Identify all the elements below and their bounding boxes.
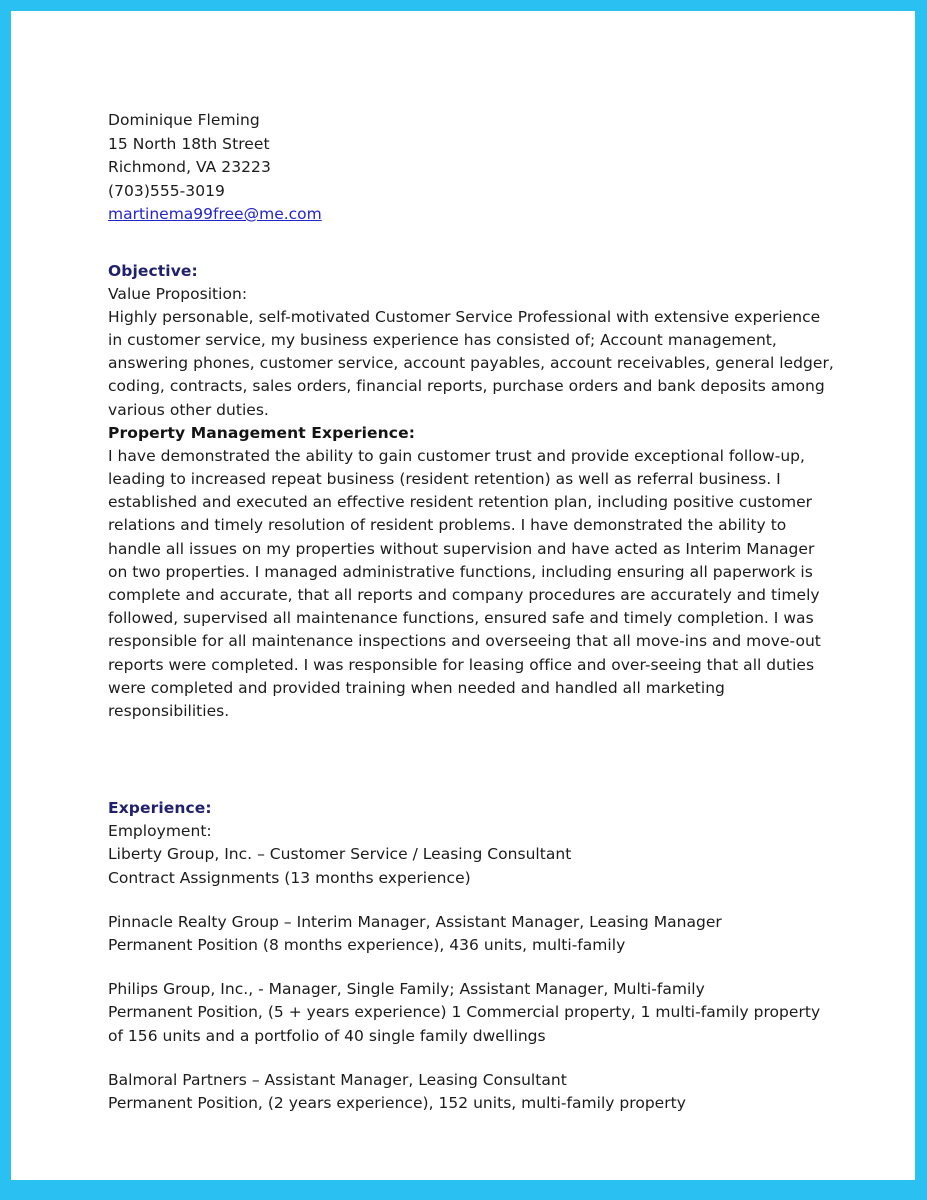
property-management-line: followed, supervised all maintenance functions, ensured safe and timely completion. I was bbox=[108, 609, 814, 628]
contact-header bbox=[108, 109, 820, 227]
property-management-line: reports were completed. I was responsible for leasing office and over-seeing that all duties bbox=[108, 655, 815, 674]
job-spacer bbox=[108, 957, 820, 978]
candidate-phone: (703)555-3019 bbox=[108, 181, 225, 200]
job-line: Permanent Position, (2 years experience), 152 units, multi-family property bbox=[108, 1093, 686, 1112]
property-management-line: on two properties. I managed administrative functions, including ensuring all paperwork is bbox=[108, 562, 813, 581]
job-entry bbox=[108, 911, 820, 957]
property-management-paragraph bbox=[108, 445, 820, 723]
job-line: Permanent Position (8 months experience), 436 units, multi-family bbox=[108, 935, 626, 954]
property-management-line: relations and timely resolution of resident problems. I have demonstrated the ability to bbox=[108, 516, 787, 535]
job-line: Contract Assignments (13 months experience) bbox=[108, 868, 471, 887]
property-management-line: leading to increased repeat business (resident retention) as well as referral business. I bbox=[108, 469, 781, 488]
job-line: Liberty Group, Inc. – Customer Service / Leasing Consultant bbox=[108, 845, 572, 864]
objective-line: coding, contracts, sales orders, financial reports, purchase orders and bank deposits among bbox=[108, 377, 825, 396]
property-management-line: were completed and provided training when needed and handled all marketing bbox=[108, 678, 725, 697]
employment-subheading: Employment: bbox=[108, 822, 212, 841]
experience-heading: Experience: bbox=[108, 799, 212, 818]
spacer-before-experience bbox=[108, 723, 820, 797]
job-spacer bbox=[108, 890, 820, 911]
objective-paragraph bbox=[108, 306, 834, 422]
candidate-name: Dominique Fleming bbox=[108, 111, 260, 129]
spacer-before-objective bbox=[108, 227, 820, 260]
document-body bbox=[108, 109, 834, 1115]
job-entry bbox=[108, 843, 820, 889]
objective-section bbox=[108, 260, 834, 422]
candidate-city-state-zip: Richmond, VA 23223 bbox=[108, 158, 271, 176]
objective-line: various other duties. bbox=[108, 400, 269, 419]
job-line: of 156 units and a portfolio of 40 single family dwellings bbox=[108, 1026, 546, 1045]
property-management-section bbox=[108, 422, 820, 723]
value-proposition-subheading: Value Proposition: bbox=[108, 284, 248, 303]
job-line: Pinnacle Realty Group – Interim Manager, Assistant Manager, Leasing Manager bbox=[108, 912, 722, 931]
resume-page bbox=[11, 11, 915, 1180]
property-management-line: responsible for all maintenance inspections and overseeing that all move-ins and move-out bbox=[108, 632, 821, 651]
job-entry bbox=[108, 1069, 820, 1115]
email-link[interactable]: martinema99free@me.com bbox=[108, 205, 322, 223]
objective-line: answering phones, customer service, account payables, account receivables, general ledger, bbox=[108, 354, 834, 373]
job-line: Balmoral Partners – Assistant Manager, Leasing Consultant bbox=[108, 1070, 567, 1089]
job-entry bbox=[108, 978, 820, 1048]
objective-line: in customer service, my business experience has consisted of; Account management, bbox=[108, 330, 777, 349]
property-management-line: I have demonstrated the ability to gain customer trust and provide exceptional follow-up, bbox=[108, 446, 805, 465]
property-management-line: responsibilities. bbox=[108, 701, 230, 720]
job-line: Permanent Position, (5 + years experience) 1 Commercial property, 1 multi-family property bbox=[108, 1003, 821, 1022]
objective-line: Highly personable, self-motivated Customer Service Professional with extensive experience bbox=[108, 307, 821, 326]
property-management-line: established and executed an effective resident retention plan, including positive customer bbox=[108, 493, 813, 512]
property-management-line: handle all issues on my properties without supervision and have acted as Interim Manager bbox=[108, 539, 815, 558]
job-spacer bbox=[108, 1048, 820, 1069]
objective-heading: Objective: bbox=[108, 261, 198, 280]
candidate-street: 15 North 18th Street bbox=[108, 134, 270, 153]
candidate-email-row bbox=[108, 203, 820, 227]
property-management-heading: Property Management Experience: bbox=[108, 423, 415, 442]
property-management-line: complete and accurate, that all reports and company procedures are accurately and timely bbox=[108, 585, 820, 604]
experience-section bbox=[108, 797, 820, 1115]
job-line: Philips Group, Inc., - Manager, Single Family; Assistant Manager, Multi-family bbox=[108, 980, 705, 999]
